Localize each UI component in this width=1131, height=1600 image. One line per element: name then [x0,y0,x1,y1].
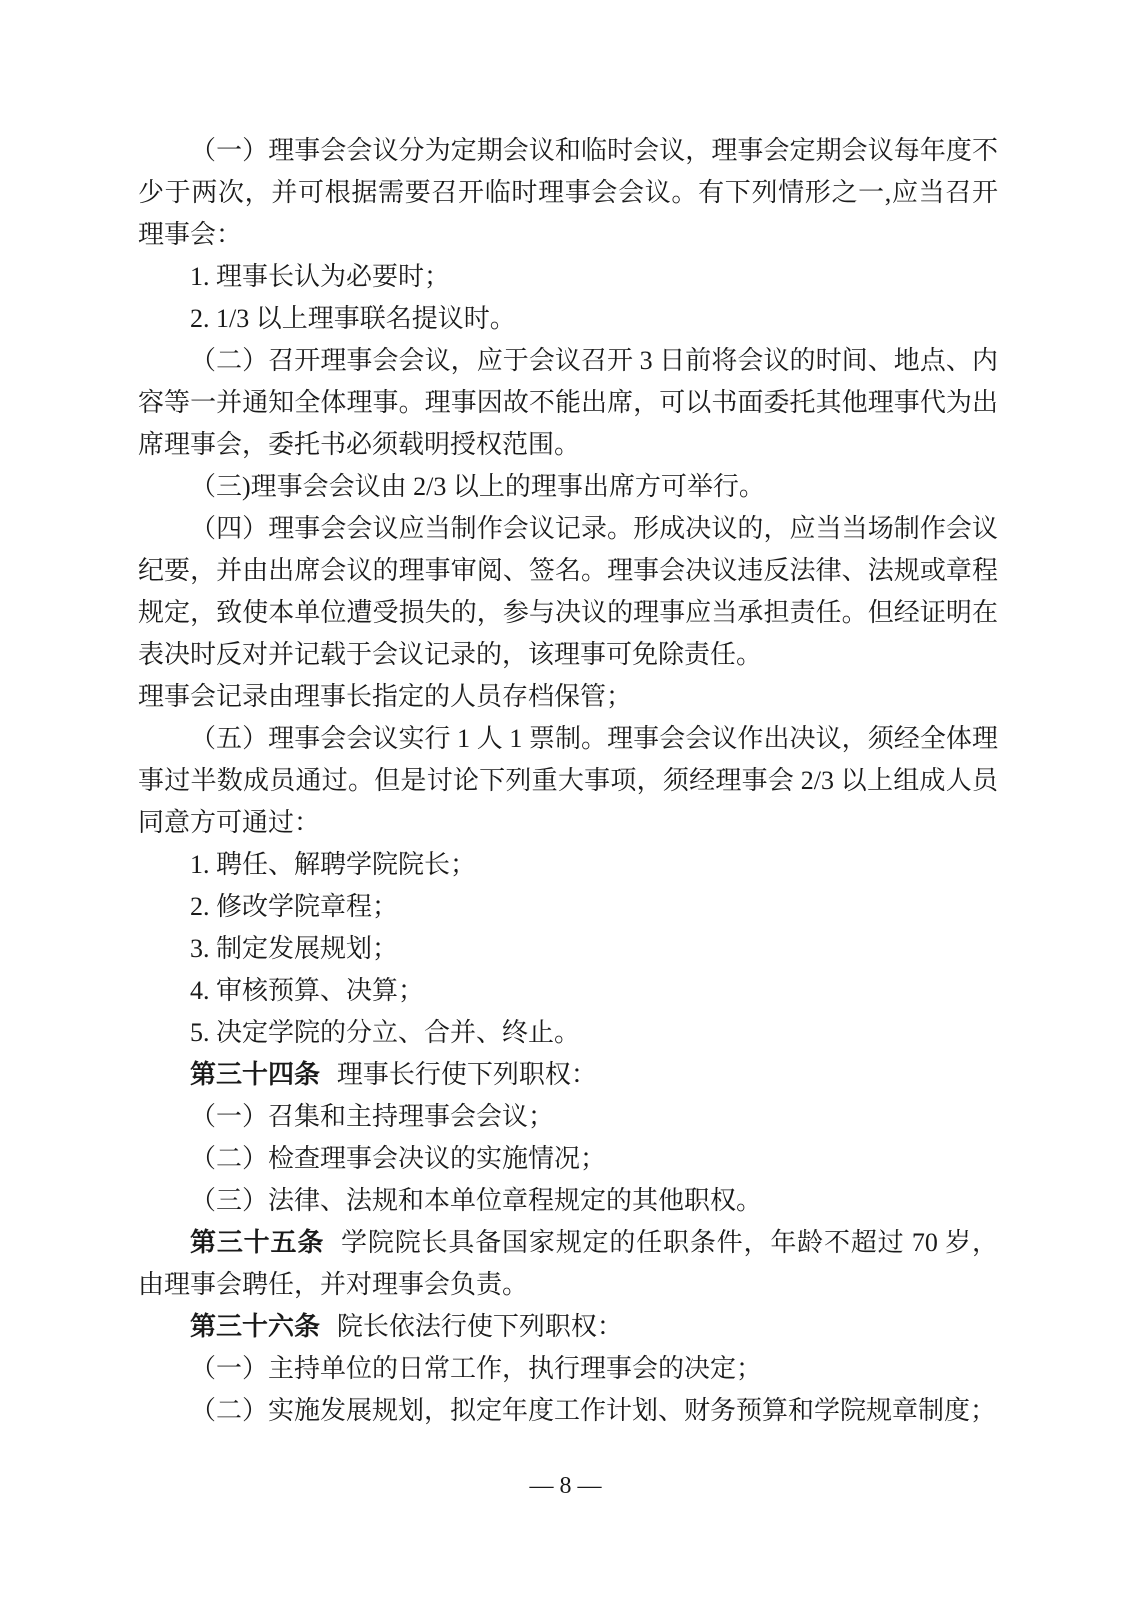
paragraph [138,340,998,466]
paragraph-text: 1. 聘任、解聘学院院长； [190,850,477,879]
paragraph-text: （五）理事会会议实行 1 人 1 票制。理事会会议作出决议，须经全体理事过半数成员通过。但是讨论下列重大事项，须经理事会 2/3 以上组成人员同意方可通过： [138,724,998,837]
paragraph [138,1138,998,1180]
page-number: — 8 — [529,1473,602,1499]
paragraph-text: （三）法律、法规和本单位章程规定的其他职权。 [190,1186,763,1215]
article-number: 第三十五条 [190,1228,325,1257]
paragraph [138,1012,998,1054]
paragraph [138,676,998,718]
paragraph-text: （四）理事会会议应当制作会议记录。形成决议的，应当当场制作会议纪要，并由出席会议的理事审阅、签名。理事会决议违反法律、法规或章程规定，致使本单位遭受损失的，参与决议的理事应当承担责任。但经证明在表决时反对并记载于会议记录的，该理事可免除责任。 [138,514,998,669]
paragraph-text: （一）主持单位的日常工作，执行理事会的决定； [190,1354,763,1383]
paragraph [138,970,998,1012]
paragraph-text: 2. 修改学院章程； [190,892,399,921]
paragraph-text: （一）理事会会议分为定期会议和临时会议，理事会定期会议每年度不少于两次，并可根据需要召开临时理事会会议。有下列情形之一,应当召开理事会： [138,136,998,249]
paragraph-text: 5. 决定学院的分立、合并、终止。 [190,1018,581,1047]
paragraph [138,1222,998,1306]
article-number: 第三十六条 [190,1312,321,1341]
paragraph [138,718,998,844]
paragraph-text: 理事会记录由理事长指定的人员存档保管； [138,682,633,711]
paragraph-text: 1. 理事长认为必要时； [190,262,451,291]
paragraph [138,1180,998,1222]
paragraph-text: （一）召集和主持理事会会议； [190,1102,555,1131]
paragraph [138,466,998,508]
paragraph [138,256,998,298]
paragraph [138,886,998,928]
article-number: 第三十四条 [190,1060,321,1089]
paragraph [138,844,998,886]
paragraph [138,298,998,340]
paragraph-text: 学院院长具备国家规定的任职条件，年龄不超过 70 岁，由理事会聘任，并对理事会负责。 [138,1228,998,1299]
paragraph-text: （二）检查理事会决议的实施情况； [190,1144,607,1173]
paragraph [138,1348,998,1390]
paragraph-text: 理事长行使下列职权： [336,1060,597,1089]
paragraph-text: 2. 1/3 以上理事联名提议时。 [190,304,516,333]
paragraph [138,130,998,256]
paragraph-text: （二）召开理事会会议，应于会议召开 3 日前将会议的时间、地点、内容等一并通知全体理事。理事因故不能出席，可以书面委托其他理事代为出席理事会，委托书必须载明授权范围。 [138,346,998,459]
paragraph [138,1306,998,1348]
paragraph-text: 院长依法行使下列职权： [336,1312,623,1341]
paragraph-text: （三)理事会会议由 2/3 以上的理事出席方可举行。 [190,472,765,501]
document-body [138,130,998,1432]
paragraph-text: 4. 审核预算、决算； [190,976,425,1005]
paragraph [138,1390,998,1432]
paragraph-text: （二）实施发展规划，拟定年度工作计划、财务预算和学院规章制度； [190,1396,997,1425]
paragraph [138,508,998,676]
paragraph [138,928,998,970]
paragraph [138,1054,998,1096]
paragraph [138,1096,998,1138]
paragraph-text: 3. 制定发展规划； [190,934,399,963]
